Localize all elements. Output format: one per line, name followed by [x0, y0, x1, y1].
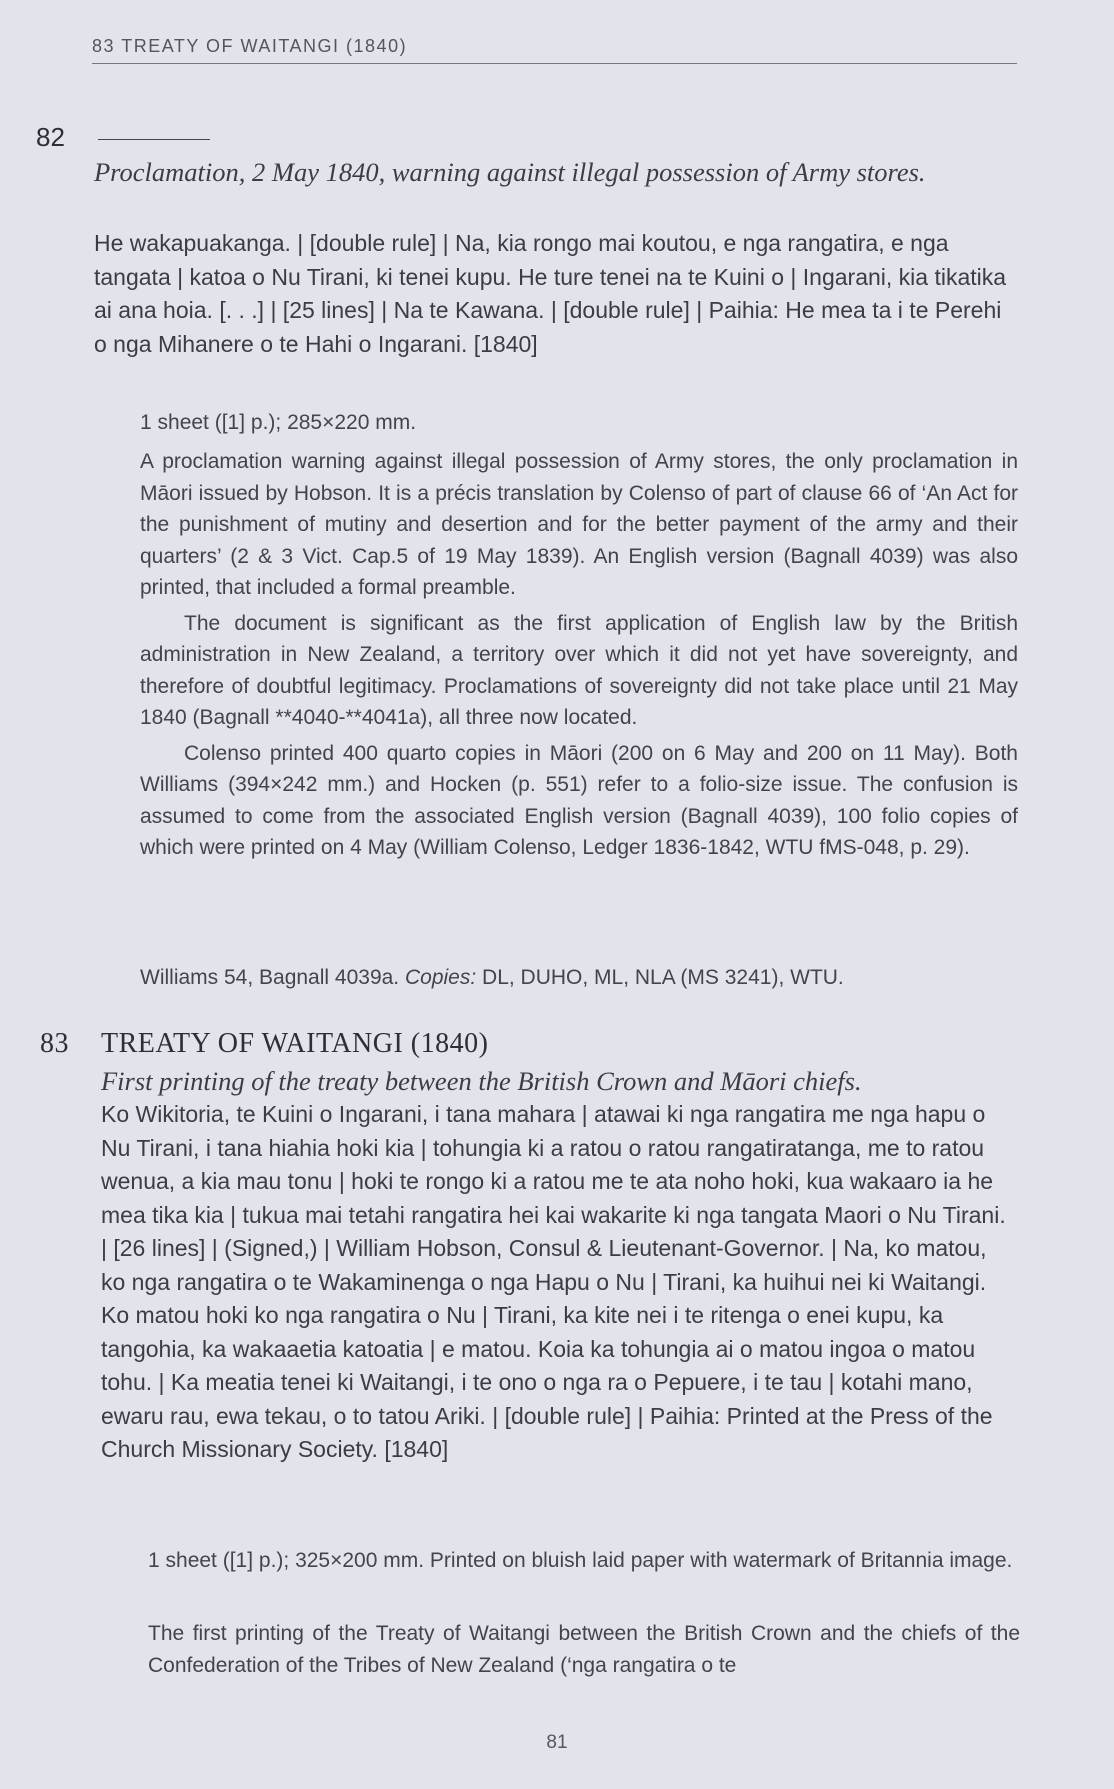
entry-number-83: 83	[40, 1028, 69, 1059]
copies-list: DL, DUHO, ML, NLA (MS 3241), WTU.	[482, 966, 844, 989]
entry-83-transcription: Ko Wikitoria, te Kuini o Ingarani, i tana mahara | atawai ki nga rangatira me nga hapu o Nu Tirani, i tana hiahia hoki kia | tohungia ki a ratou o ratou rangatiratanga, me to ratou wenua, a kia mau tonu | hoki te rongo ki a ratou me te ata noho hoki, kua wakaaro ia he mea tika kia | tukua mai tetahi rangatira hei kai wakarite ki nga tangata Maori o Nu Tirani. | [26 lines] | (Signed,) | William Hobson, Consul & Lieutenant-Governor. | Na, ko matou, ko nga rangatira o te Wakaminenga o nga Hapu o Nu | Tirani, ka huihui nei ki Waitangi. Ko matou hoki ko nga rangatira o Nu | Tirani, ka kite nei i te ritenga o enei kupu, ka tangohia, ka wakaaetia katoatia | e matou. Koia ka tohungia ai o matou ingoa o matou tohu. | Ka meatia tenei ki Waitangi, i te ono o nga ra o Pepuere, i te tau | kotahi mano, ewaru rau, ewa tekau, o to tatou Ariki. | [double rule] | Paihia: Printed at the Press of the Church Missionary Society. [1840]	[101, 1101, 1006, 1462]
page-number: 81	[546, 1732, 568, 1753]
running-head: 83 TREATY OF WAITANGI (1840)	[92, 36, 1017, 64]
entry-82-notes	[140, 446, 1018, 868]
note-paragraph: Colenso printed 400 quarto copies in Māori (200 on 6 May and 200 on 11 May). Both Williams (394×242 mm.) and Hocken (p. 551) refer to a folio-size issue. The confusion is assumed to come from the associated English version (Bagnall 4039), 100 folio copies of which were printed on 4 May (William Colenso, Ledger 1836-1842, WTU fMS-048, p. 29).	[140, 741, 1018, 859]
note-paragraph: The document is significant as the first application of English law by the British administration in New Zealand, a territory over which it did not yet have sovereignty, and therefore of doubtful legitimacy. Proclamations of sovereignty did not take place until 21 May 1840 (Bagnall **4040-**4041a), all three now located.	[140, 611, 1018, 729]
entry-83-physical-description: 1 sheet ([1] p.); 325×200 mm. Printed on bluish laid paper with watermark of Britannia image.	[148, 1549, 1013, 1572]
entry-83-title: First printing of the treaty between the British Crown and Māori chiefs.	[101, 1066, 862, 1096]
entry-title-rule	[98, 139, 210, 140]
entry-number-82: 82	[36, 122, 65, 152]
note-paragraph: A proclamation warning against illegal possession of Army stores, the only proclamation in Māori issued by Hobson. It is a précis translation by Colenso of part of clause 66 of ‘An Act for the punishment of mutiny and desertion and for the better payment of the army and their quarters’ (2 & 3 Vict. Cap.5 of 19 May 1839). An English version (Bagnall 4039) was also printed, that included a formal preamble.	[140, 450, 1018, 599]
note-paragraph: The first printing of the Treaty of Waitangi between the British Crown and the chiefs of the Confederation of the Tribes of New Zealand (‘nga rangatira o te	[148, 1622, 1020, 1677]
entry-83-heading: TREATY OF WAITANGI (1840)	[101, 1028, 489, 1059]
entry-82-transcription: He wakapuakanga. | [double rule] | Na, kia rongo mai koutou, e nga rangatira, e nga tangata | katoa o Nu Tirani, ki tenei kupu. He ture tenei na te Kuini o | Ingarani, kia tikatika ai ana hoia. [. . .] | [25 lines] | Na te Kawana. | [double rule] | Paihia: He mea ta i te Perehi o nga Mihanere o te Hahi o Ingarani. [1840]	[94, 230, 1007, 357]
entry-83-notes	[148, 1618, 1020, 1685]
entry-82-references	[140, 963, 1018, 993]
entry-82-physical-description: 1 sheet ([1] p.); 285×220 mm.	[140, 411, 417, 434]
copies-label: Copies:	[404, 966, 477, 989]
references-text: Williams 54, Bagnall 4039a.	[140, 966, 400, 989]
entry-82-title: Proclamation, 2 May 1840, warning against illegal possession of Army stores.	[94, 157, 926, 187]
